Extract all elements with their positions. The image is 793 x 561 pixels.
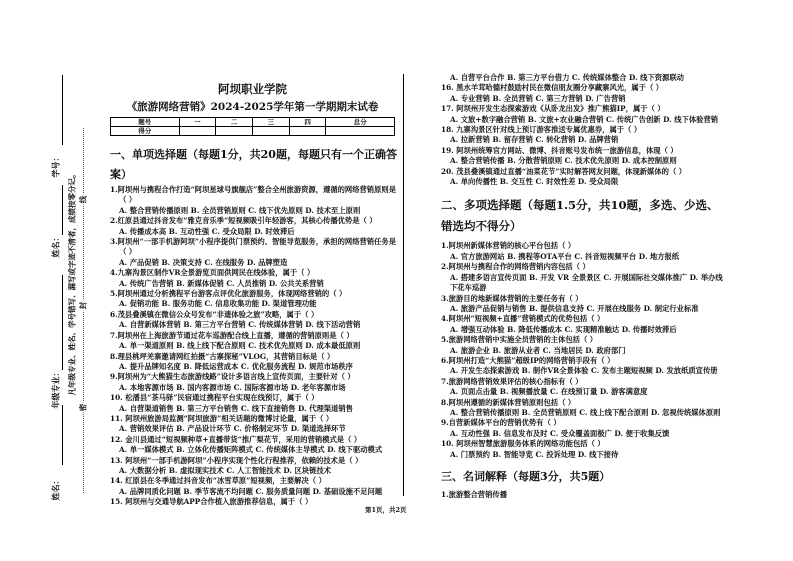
grade-major-line (62, 275, 63, 370)
question-options: A. 互动性强 B. 信息发布及时 C. 受众覆盖面极广 D. 便于收集反馈 (450, 428, 670, 438)
question-options: A. 开发生态探索游戏 B. 制作VR全景体验 C. 发布主题短视频 D. 发放纸质宣传册 (450, 366, 718, 376)
question-stem: 2.红原县通过抖音发布“雅克音乐季”短视频吸引年轻游客，其核心传播优势是（ ） (110, 216, 377, 226)
question-stem: 7.阿坝州在上海旅游节通过花车巡游配合线上直播，遵循的营销原则是（ ） (110, 330, 354, 340)
section-2-title: 二、多项选择题（每题1.5分，共10题，多选、少选、错选均不得分） (441, 198, 719, 234)
class-name-line (62, 405, 63, 465)
question-options: A. 门票预约 B. 智能导览 C. 投诉处理 D. 线下接待 (450, 449, 619, 459)
question-stem: 10. 阿坝州智慧旅游服务体系的网络功能包括（ ） (441, 439, 605, 449)
score-cell (252, 127, 289, 136)
question-options: A. 增强互动体验 B. 降低传播成本 C. 实现精准触达 D. 传播时效滞后 (450, 324, 677, 334)
question-options: A. 本地客源市场 B. 国内客源市场 C. 国际客源市场 D. 老年客源市场 (119, 382, 346, 392)
score-header-cell: 总分 (326, 118, 395, 127)
question-options: A. 旅游产品促销与销售 B. 提供信息支持 C. 开展在线服务 D. 制定行业标准 (450, 303, 699, 313)
score-header-cell: 四 (289, 118, 326, 127)
question-options: A. 产品促销 B. 决策支持 C. 在线服务 D. 品牌塑造 (119, 257, 288, 267)
question-stem: 9.阿坝州为“大熊猫生态旅游线路”设计多语言线上宣传页面，主要针对（ ） (110, 372, 355, 382)
score-header-cell: 二 (216, 118, 253, 127)
question-options: A. 大数据分析 B. 虚拟现实技术 C. 人工智能技术 D. 区块链技术 (119, 465, 332, 475)
score-cell (179, 127, 216, 136)
seal-char-seal: 封 (78, 301, 88, 310)
question-stem: 11. 阿坝州旅游局监测“阿坝旅游”相关话题的微博讨论量，属于（ ） (110, 413, 334, 423)
question-stem: 17. 阿坝州开发生态探索游戏《从卧龙出发》推广熊猫IP，属于（ ） (441, 104, 665, 114)
score-header-cell: 题号 (111, 118, 180, 127)
question-stem: 3.阿坝州“一部手机游阿坝”小程序提供门票预约、智能导览服务，承担的网络营销任务是（ ） (110, 237, 396, 257)
score-cell (216, 127, 253, 136)
question-stem: 2.阿坝州与携程合作的网络营销内容包括（ ） (441, 262, 590, 272)
question-options: A. 营销效果评估 B. 产品设计环节 C. 价格制定环节 D. 渠道选择环节 (119, 424, 346, 434)
question-options: A. 提升品牌知名度 B. 降低运营成本 C. 优化服务流程 D. 规范市场秩序 (119, 361, 353, 371)
left-column (110, 145, 400, 508)
question-options: A. 拉新营销 B. 留存营销 C. 转化营销 D. 品牌营销 (450, 135, 619, 145)
question-stem: 1.阿坝州与携程合作打造“阿坝星球号旗舰店”整合全州旅游资源，遵循的网络营销原则是（ ） (110, 185, 396, 205)
question-options: A. 自营渠道销售 B. 第三方平台销售 C. 线下直接销售 D. 代理渠道销售 (119, 403, 353, 413)
score-table-header-row (111, 118, 395, 127)
question-options: A. 自营新媒体营销 B. 第三方平台营销 C. 传统媒体营销 D. 线下活动营销 (119, 320, 361, 330)
page-footer: 第1页，共2页 (365, 506, 407, 514)
question-stem: 6.茂县叠溪镇在微信公众号发布“非遗体验之旅”攻略，属于（ ） (110, 309, 319, 319)
question-stem: 14. 红原县在冬季通过抖音发布“冰雪草原”短视频，主要解决（ ） (110, 476, 326, 486)
score-table-row (111, 127, 395, 136)
question-stem: 15. 阿坝州与交通导航APP合作植入旅游推荐信息，属于（ ） (110, 497, 313, 507)
question-stem: 10. 松潘县“茶马驿”民宿通过携程平台实现在线预订，属于（ ） (110, 393, 319, 403)
question-stem: 19. 阿坝州统筹官方网站、微博、抖音账号发布统一旅游信息，体现（ ） (441, 145, 678, 155)
section-1-questions-part2 (441, 73, 726, 187)
question-options: A. 旅游企业 B. 旅游从业者 C. 当地居民 D. 政府部门 (450, 345, 626, 355)
section-3-title: 三、名词解释（每题3分，共5题） (441, 470, 611, 483)
question-options: A. 官方旅游网站 B. 携程等OTA平台 C. 抖音短视频平台 D. 地方报纸 (450, 251, 680, 261)
score-header-cell: 一 (179, 118, 216, 127)
question-stem: 1.阿坝州新媒体营销的核心平台包括（ ） (441, 241, 576, 251)
question-stem: 18. 九寨沟景区针对线上预订游客推送专属优惠券，属于（ ） (441, 125, 642, 135)
class-name-label: 姓名： (50, 476, 61, 501)
score-cell (289, 127, 326, 136)
question-stem: 8.理县桃坪羌寨邀请网红拍摄“古寨探秘”VLOG，其营销目标是（ ） (110, 351, 335, 361)
section-1-questions-part1 (110, 185, 400, 508)
question-options: A. 品牌同质化问题 B. 季节客流不均问题 C. 服务质量问题 D. 基础设施不足问题 (119, 486, 383, 496)
question-stem: 8.阿坝州遵循的新媒体营销原则包括（ ） (441, 397, 576, 407)
score-header-cell: 三 (252, 118, 289, 127)
question-options: A. 整合营销传播原则 B. 全员营销原则 C. 线上线下配合原则 D. 忽视传统媒体原则 (450, 407, 721, 417)
question-options: A. 传统广告营销 B. 新媒体促销 C. 人员推销 D. 公共关系营销 (119, 278, 324, 288)
question-stem: 20. 茂县叠溪镇通过直播“油菜花节”实时解答网友问题，体现新媒体的（ ） (441, 166, 687, 176)
question-stem: 5.旅游网络营销中实施全员营销的主体包括（ ） (441, 335, 598, 345)
score-table (110, 117, 395, 136)
section-2-questions (441, 241, 726, 460)
seal-dotted-line (83, 128, 84, 493)
name-line (62, 185, 63, 235)
question-stem: 5.阿坝州通过分析携程平台游客点评优化旅游服务，体现网络营销的（ ） (110, 289, 347, 299)
student-id-line (62, 75, 63, 145)
name-label: 姓名： (50, 233, 61, 258)
question-options: A. 单一渠道原则 B. 线上线下配合原则 C. 技术优先原则 D. 成本最低原则 (119, 341, 361, 351)
seal-char-line: 线 (78, 195, 88, 204)
question-stem: 4.阿坝州“短视频+直播”营销模式的优势包括（ ） (441, 314, 605, 324)
question-stem: 3.旅游目的地新媒体营销的主要任务有（ ） (441, 293, 583, 303)
question-options: A. 页面点击量 B. 视频播放量 C. 在线预订量 D. 游客满意度 (450, 387, 648, 397)
question-options: A. 自营平台合作 B. 第三方平台借力 C. 传统媒体整合 D. 线下资源联动 (450, 73, 684, 82)
right-column (441, 73, 726, 500)
question-stem: 16. 黑水羊茸哈德村鼓励村民在微信朋友圈分享藏寨风光，属于（ ） (441, 83, 664, 93)
seal-char-secret: 密 (78, 403, 88, 412)
question-stem: 9.自营新媒体平台的营销优势有（ ） (441, 418, 561, 428)
question-stem: 6.阿坝州打造“大熊猫”超级IP的网络营销手段有（ ） (441, 355, 615, 365)
question-options: A. 搭建多语言宣传页面 B. 开发 VR 全景景区 C. 开展国际社交媒体推广 D. 举办线下花车巡游 (450, 272, 723, 293)
question-options: A. 单向传播性 B. 交互性 C. 时效性差 D. 受众局限 (450, 177, 619, 187)
question-options: A. 单一媒体模式 B. 立体化传播矩阵模式 C. 传统媒体主导模式 D. 线下驱动模式 (119, 445, 383, 455)
question-options: A. 整合营销传播原则 B. 全员营销原则 C. 线下优先原则 D. 技术至上原则 (119, 205, 361, 215)
question-stem: 4.九寨沟景区制作VR全景游览页面供网民在线体验，属于（ ） (110, 268, 315, 278)
exam-title: 《旅游网络营销》2024-2025学年第一学期期末试卷 (126, 101, 379, 113)
grade-major-label: 年级专业： (50, 368, 61, 409)
binding-notice: 凡年级专业、姓名、学号错写、漏写或字迹不清者，成绩按零分记。 (67, 170, 77, 396)
section-3-question: 1.旅游整合营销传播 (441, 490, 507, 499)
column-divider (403, 74, 404, 496)
score-row-label: 得分 (111, 127, 180, 136)
section-1-title: 一、单项选择题（每题1分，共20题，每题只有一个正确答案） (110, 148, 397, 181)
question-options: A. 文旅+数字融合营销 B. 文旅+农业融合营销 C. 传统广告创新 D. 线下体验营销 (450, 114, 719, 124)
score-cell (326, 127, 395, 136)
question-options: A. 传播成本高 B. 互动性强 C. 受众局限 D. 时效滞后 (119, 226, 295, 236)
question-stem: 13. 阿坝州“一部手机游阿坝”小程序实现个性化行程推荐，依赖的技术是（ ） (110, 455, 363, 465)
student-id-label: 学号： (50, 153, 61, 178)
question-options: A. 促销功能 B. 服务功能 C. 信息收集功能 D. 渠道管理功能 (119, 299, 317, 309)
question-options: A. 整合营销传播 B. 分散营销原则 C. 技术优先原则 D. 成本控制原则 (450, 156, 677, 166)
school-name: 阿坝职业学院 (218, 82, 287, 96)
question-stem: 12. 金川县通过“短视频种草+直播带货”推广梨花节，采用的营销模式是（ ） (110, 434, 362, 444)
question-stem: 7.旅游网络营销效果评估的核心指标有（ ） (441, 376, 583, 386)
question-options: A. 专业营销 B. 全员营销 C. 第三方营销 D. 广告营销 (450, 93, 626, 103)
